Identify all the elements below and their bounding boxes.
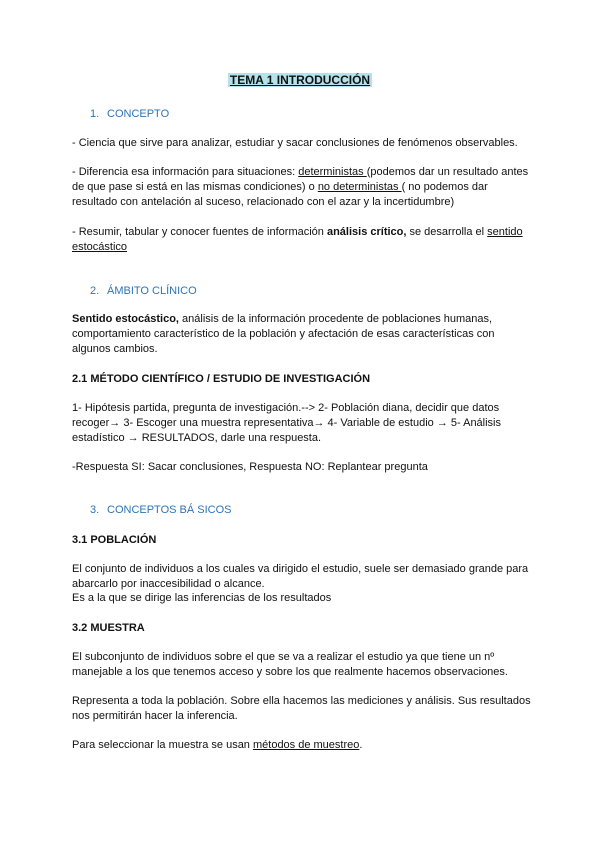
section-heading-concepto (90, 107, 169, 122)
underlined-term: sentido estocástico (72, 226, 523, 253)
subsection-heading: 3.1 POBLACIÓN (72, 534, 157, 546)
paragraph-text: se desarrolla el (406, 226, 488, 238)
paragraph-text: - Resumir, tabular y conocer fuentes de información (72, 226, 327, 238)
section-number: 1. (90, 108, 100, 120)
section-number: 3. (90, 504, 100, 516)
bold-term: análisis crítico, (326, 226, 407, 238)
paragraph-text: Para seleccionar la muestra se usan (72, 739, 253, 751)
bold-term: Sentido estocástico, (72, 313, 179, 325)
paragraph-text: El conjunto de individuos a los cuales va dirigido el estudio, suele ser demasiado grande para abarcarlo por inaccesibilidad o alcance. (72, 563, 529, 590)
paragraph (72, 225, 532, 255)
paragraph (72, 312, 532, 357)
underlined-term: deterministas (298, 166, 367, 178)
paragraph-text: -Respuesta SI: Sacar conclusiones, Respuesta NO: Replantear pregunta (72, 461, 428, 473)
paragraph-text: - Ciencia que sirve para analizar, estudiar y sacar conclusiones de fenómenos observables. (72, 137, 518, 149)
section-heading-ambito-clinico (90, 284, 197, 299)
paragraph (72, 460, 532, 475)
paragraph-text: - Diferencia esa información para situaciones: (72, 166, 299, 178)
paragraph-text: El subconjunto de individuos sobre el que se va a realizar el estudio ya que tiene un nº manejable a los que tenemos acceso y sobre los que realmente hacemos observaciones. (72, 651, 508, 678)
subsection-heading: 3.2 MUESTRA (72, 622, 145, 634)
paragraph (72, 650, 532, 680)
section-title: ÁMBITO CLÍNICO (107, 285, 197, 297)
paragraph-text: análisis de la información procedente de poblaciones humanas, comportamiento característico de la población y afectación de esas características con algunos cambios. (72, 313, 495, 355)
underlined-term: métodos de muestreo (252, 739, 360, 751)
section-title: CONCEPTO (107, 108, 170, 120)
paragraph (72, 165, 532, 210)
paragraph-text: (podemos dar un resultado antes de que pase si está en las mismas condiciones) o (72, 166, 529, 193)
paragraph (72, 738, 532, 753)
paragraph-text: . (359, 739, 363, 751)
paragraph (72, 591, 532, 606)
section-title: CONCEPTOS BÁ SICOS (107, 504, 232, 516)
paragraph (72, 562, 532, 592)
section-number: 2. (90, 285, 100, 297)
paragraph-text: Es a la que se dirige las inferencias de los resultados (72, 592, 332, 604)
paragraph (72, 694, 532, 724)
title-text: TEMA 1 INTRODUCCIÓN (229, 73, 371, 87)
underlined-term: no deterministas (317, 181, 402, 193)
paragraph-text: Representa a toda la población. Sobre ella hacemos las mediciones y análisis. Sus resultados nos permitirán hacer la inferencia. (72, 695, 531, 722)
section-heading-conceptos-basicos (90, 503, 232, 518)
paragraph-text: 1- Hipótesis partida, pregunta de investigación.--> 2- Población diana, decidir que datos recoger→ 3- Escoger una muestra representativa→ 4- Variable de estudio → 5- Análisis estadístico → RESULTADOS, darle una respuesta. (72, 402, 502, 444)
paragraph (72, 401, 532, 446)
paragraph-text: ( no podemos dar resultado con antelación al suceso, relacionado con el azar y la incertidumbre) (72, 181, 488, 208)
paragraph (72, 136, 532, 151)
page-title (0, 73, 600, 89)
subsection-heading: 2.1 MÉTODO CIENTÍFICO / ESTUDIO DE INVESTIGACIÓN (72, 373, 371, 385)
